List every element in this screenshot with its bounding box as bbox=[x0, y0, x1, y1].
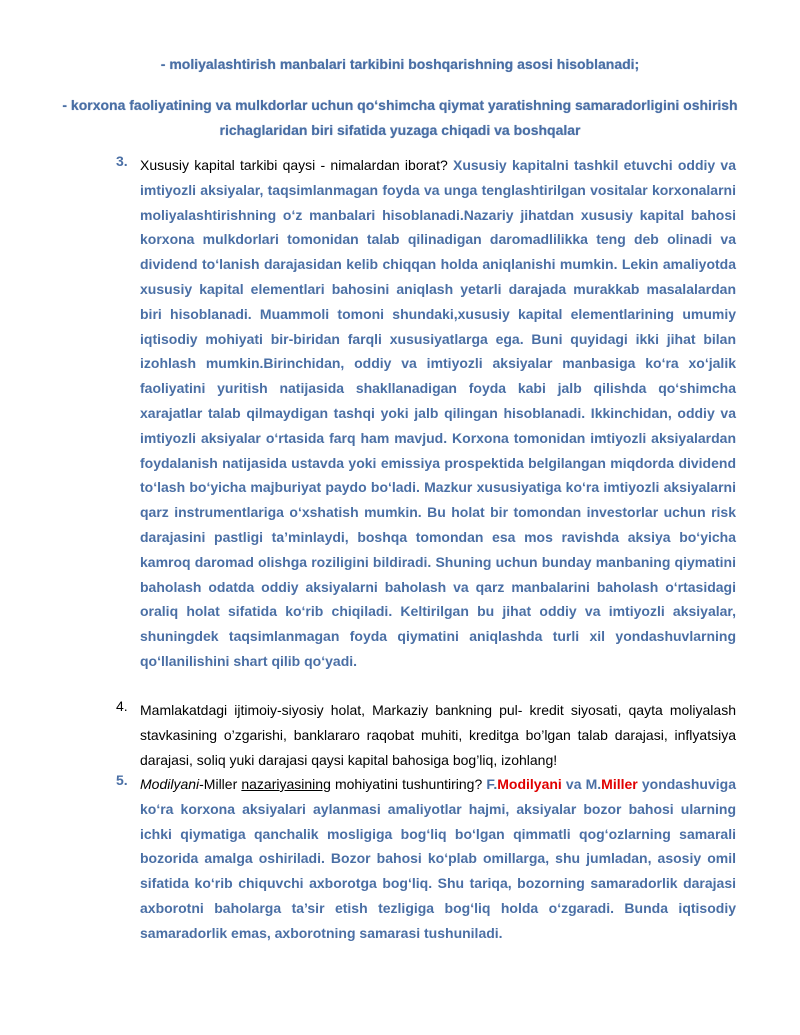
question-3: Xususiy kapital tarkibi qaysi - nimalardan iborat? bbox=[140, 157, 448, 173]
answer-5: yondashuviga ko‘ra korxona aksiyalari aylanmasi amaliyotlar hajmi, aksiyalar bozor bahosi ularning ichki qiymatiga qanchalik mosligiga bog‘liq bo‘lgan qimmatli qog‘ozlarning samarali bozorida amalga oshiriladi. Bozor bahosi ko‘plab omillarga, shu jumladan, asosiy omil sifatida ko‘rib chiquvchi axborotga bog‘liq. Shu tariqa, bozorning samaradorlik darajasi axborotni baholarga ta’sir etish tezligiga bog‘liq holda o‘zgaradi. Bunda iqtisodiy samaradorlik emas, axborotning samarasi tushuniladi. bbox=[140, 776, 736, 941]
answer-5-initial-m: M. bbox=[585, 776, 602, 792]
answer-5-modilyani: Modilyani bbox=[497, 776, 562, 792]
answer-5-miller: Miller bbox=[601, 776, 638, 792]
question-5-author: Modilyani bbox=[140, 776, 200, 792]
item-number-3: 3. bbox=[116, 153, 128, 169]
question-5-theory: nazariyasining bbox=[241, 776, 331, 792]
bullet-line-2: - korxona faoliyatining va mulkdorlar uchun qo‘shimcha qiymat yaratishning samaradorligini oshirish richaglaridan biri sifatida yuzaga chiqadi va boshqalar bbox=[62, 97, 738, 138]
item-number-4: 4. bbox=[116, 698, 128, 714]
question-4: Mamlakatdagi ijtimoiy-siyosiy holat, Markaziy bankning pul- kredit siyosati, qayta moliyalash stavkasining o’zgarishi, banklararo raqobat muhiti, kreditga bo’lgan talab darajasi, inflyatsiya darajasi, soliq yuki darajasi qaysi kapital bahosiga bog’liq, izohlang! bbox=[140, 702, 736, 768]
bullet-line-1: - moliyalashtirish manbalari tarkibini boshqarishning asosi hisoblanadi; bbox=[160, 56, 640, 72]
answer-3: Xususiy kapitalni tashkil etuvchi oddiy va imtiyozli aksiyalar, taqsimlanmagan foyda va unga tenglashtirilgan vositalar korxonalarni moliyalashtirishning o‘z manbalari hisoblanadi.Nazariy jihatdan xususiy kapital bahosi korxona mulkdorlari tomonidan talab qilinadigan daromadlilikka teng deb olinadi va dividend to‘lanish darajasidan kelib chiqqan holda aniqlanishi mumkin. Lekin amaliyotda xususiy kapital elementlari bahosini aniqlash yetarli darajada murakkab masalalardan biri hisoblanadi. Muammoli tomoni shundaki,xususiy kapital elementlarining umumiy iqtisodiy mohiyati bir-biridan farqli xususiyatlarga ega. Buni quyidagi ikki jihat bilan izohlash mumkin.Birinchidan, oddiy va imtiyozli aksiyalar manbasiga ko‘ra xo‘jalik faoliyatini yuritish natijasida shakllanadigan foyda kabi jalb qilishda qo‘shimcha xarajatlar talab qilmaydigan tashqi yoki jalb qilingan hisoblanadi. Ikkinchidan, oddiy va imtiyozli aksiyalar o‘rtasida farq ham mavjud. Korxona tomonidan imtiyozli aksiyalardan foydalanish natijasida ustavda yoki emissiya prospektida belgilangan miqdorda dividend to‘lash bo‘yicha majburiyat paydo bo‘ladi. Mazkur xususiyatiga ko‘ra imtiyozli aksiyalarni qarz instrumentlariga o‘xshatish mumkin. Bu holat bir tomondan investorlar uchun risk darajasini pastligi ta’minlaydi, boshqa tomondan esa mos ravishda aksiya bo‘yicha kamroq daromad olishga roziligini bildiradi. Shuning uchun bunday manbaning qiymatini baholash odatda oddiy aksiyalarni baholash va qarz manbalarini baholash o‘rtasidagi oraliq holat sifatida ko‘rib chiqiladi. Keltirilgan bu jihat oddiy va imtiyozli aksiyalar, shuningdek taqsimlanmagan foyda qiymatini aniqlashda turli xil yondashuvlarning qo‘llanilishini shart qilib qo‘yadi. bbox=[140, 157, 736, 669]
list-item-5 bbox=[140, 772, 736, 946]
item-number-5: 5. bbox=[116, 772, 128, 788]
list-item-3 bbox=[140, 153, 736, 674]
question-5-part2: mohiyatini tushuntiring? bbox=[330, 776, 483, 792]
list-item-4 bbox=[140, 698, 736, 772]
answer-5-initial-f: F. bbox=[486, 776, 498, 792]
question-5-part1: -Miller bbox=[199, 776, 242, 792]
answer-5-va: va bbox=[561, 776, 586, 792]
